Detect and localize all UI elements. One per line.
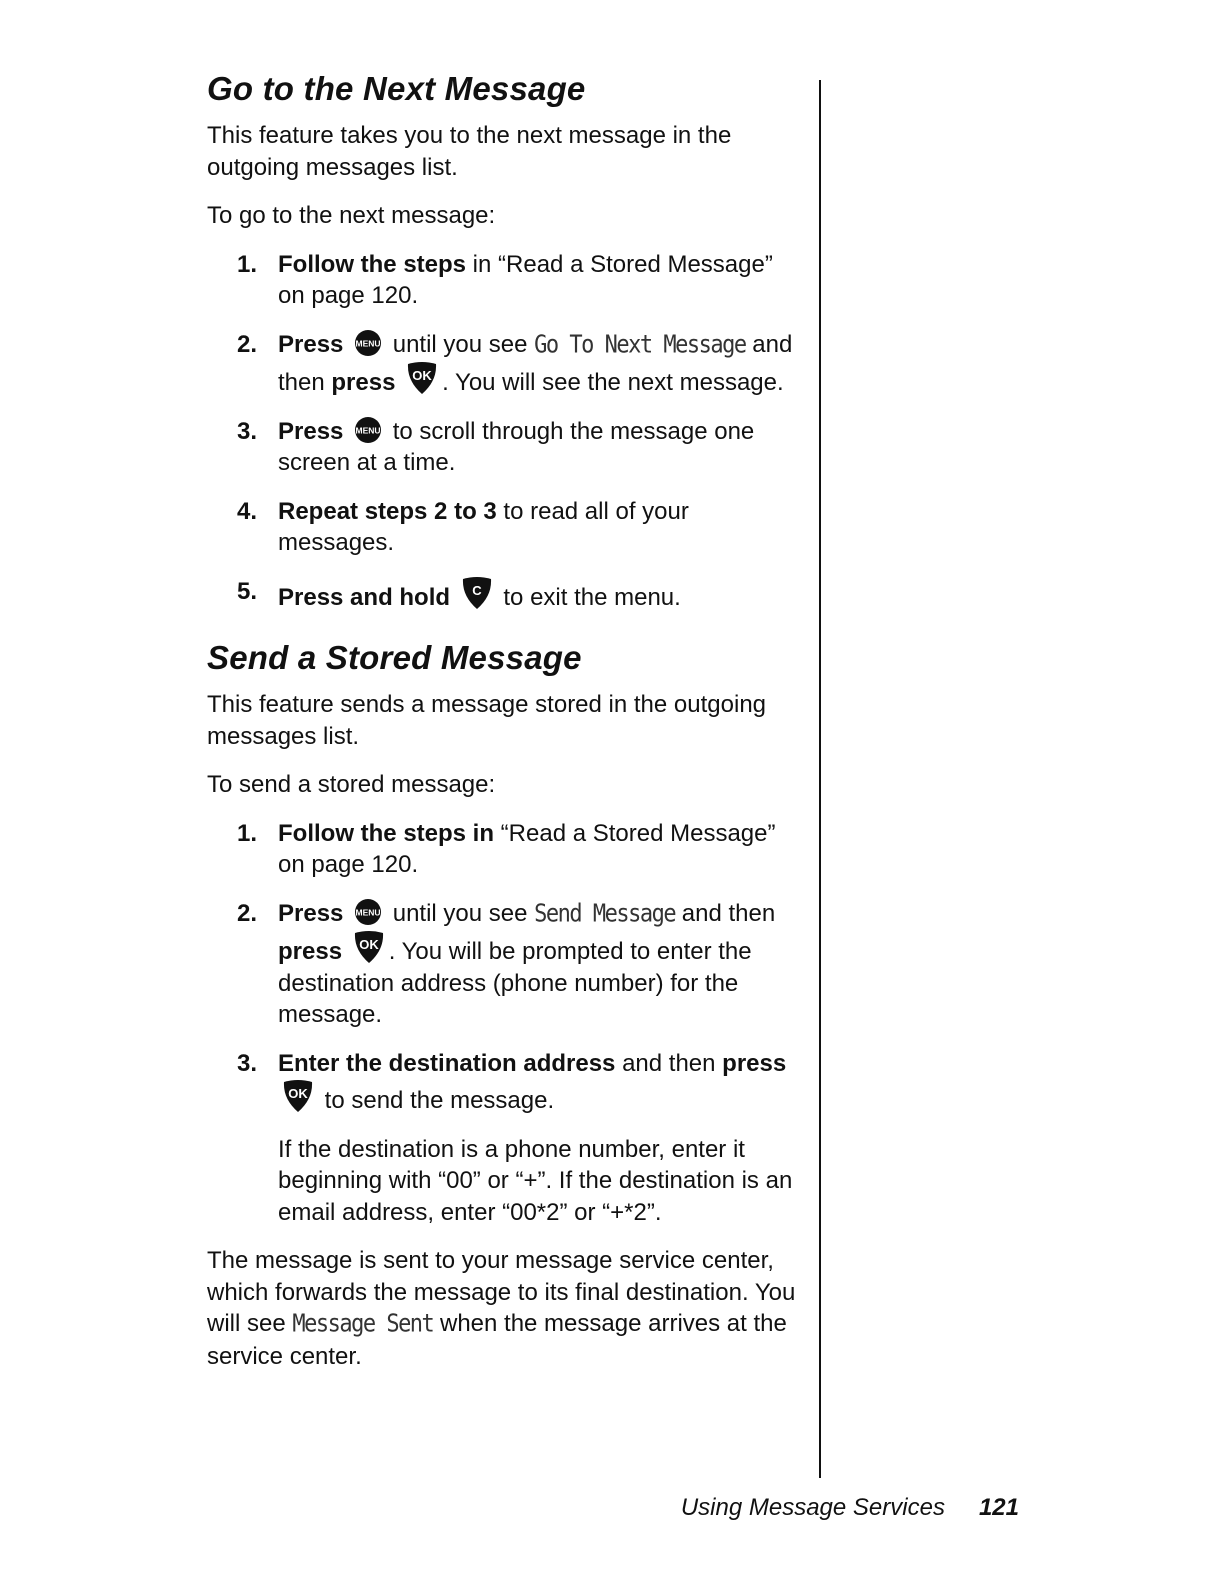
step-number: 1. xyxy=(237,819,258,847)
footer-section-title: Using Message Services xyxy=(680,1494,945,1521)
vertical-rule xyxy=(819,80,821,1478)
step-bold: Follow the steps in xyxy=(278,819,495,847)
intro-go-to-next: This feature takes you to the next message in the outgoing messages list. xyxy=(207,122,732,181)
step-bold: Press xyxy=(278,417,344,445)
step-bold: press xyxy=(331,369,396,396)
step-text: until you see xyxy=(386,330,535,358)
step-item xyxy=(207,898,797,1031)
clear-button-label: C xyxy=(472,582,482,598)
step-text: . You will be prompted to enter the destination address (phone number) for the message. xyxy=(278,938,752,1028)
step-text: to send the message. xyxy=(318,1087,555,1114)
step-text: to scroll through the message one screen at a time. xyxy=(278,417,755,476)
ok-button-label: OK xyxy=(358,937,379,952)
step-item xyxy=(207,576,797,614)
lead-send-stored: To send a stored message: xyxy=(207,771,496,798)
step-text: and then xyxy=(675,899,776,927)
step-text: and then xyxy=(615,1049,723,1077)
closing-paragraph xyxy=(207,1245,797,1372)
step-item xyxy=(207,329,797,399)
step-bold: press xyxy=(278,938,343,965)
intro-send-stored: This feature sends a message stored in the outgoing messages list. xyxy=(207,691,767,750)
step-item xyxy=(207,818,797,881)
menu-button-icon xyxy=(354,329,382,357)
step-number: 3. xyxy=(237,1049,258,1077)
step-bold: Press xyxy=(278,330,344,358)
lcd-display-text: Message Sent xyxy=(292,1310,434,1339)
step-note: If the destination is a phone number, enter it beginning with “00” or “+”. If the destination is an email address, enter “00*2” or “+*2”. xyxy=(278,1135,793,1226)
step-text: to exit the menu. xyxy=(496,583,681,611)
closing-text: when the message arrives at the service center. xyxy=(207,1310,787,1370)
clear-button-icon xyxy=(461,576,493,610)
ok-button-label: OK xyxy=(412,368,432,383)
step-number: 4. xyxy=(237,497,258,525)
step-number: 5. xyxy=(237,577,258,605)
heading-go-to-next-message: Go to the Next Message xyxy=(207,70,586,107)
step-number: 2. xyxy=(237,899,258,927)
step-text: “Read a Stored Message” on page 120. xyxy=(278,819,776,878)
step-text: in “Read a Stored Message” on page 120. xyxy=(278,250,773,309)
ok-button-icon xyxy=(406,361,438,395)
heading-send-stored-message: Send a Stored Message xyxy=(207,639,582,676)
steps-send-stored xyxy=(207,818,797,1229)
page-number: 121 xyxy=(978,1494,1019,1521)
step-bold: press xyxy=(722,1049,787,1077)
menu-button-label: MENU xyxy=(355,425,381,435)
menu-button-icon xyxy=(354,898,382,926)
lcd-display-text: Send Message xyxy=(534,899,676,928)
ok-button-label: OK xyxy=(288,1086,308,1101)
step-bold: Repeat steps 2 to 3 xyxy=(278,497,497,525)
step-bold: Press xyxy=(278,899,344,927)
step-text: to read all of your messages. xyxy=(278,497,689,556)
step-item xyxy=(207,416,797,479)
content-column xyxy=(207,66,797,1372)
step-item xyxy=(207,249,797,312)
step-item xyxy=(207,496,797,559)
step-item xyxy=(207,1048,797,1229)
lead-go-to-next: To go to the next message: xyxy=(207,202,496,229)
steps-go-to-next xyxy=(207,249,797,614)
step-text: until you see xyxy=(386,899,535,927)
menu-button-label: MENU xyxy=(355,907,381,917)
menu-button-label: MENU xyxy=(355,338,381,348)
step-bold: Press and hold xyxy=(278,583,451,611)
step-text: . You will see the next message. xyxy=(442,369,784,396)
lcd-display-text: Go To Next Message xyxy=(534,330,746,359)
menu-button-icon xyxy=(354,416,382,444)
step-bold: Enter the destination address xyxy=(278,1049,616,1077)
page-footer xyxy=(681,1494,1019,1522)
step-bold: Follow the steps xyxy=(278,250,467,278)
step-number: 2. xyxy=(237,330,258,358)
ok-button-icon xyxy=(353,930,385,964)
closing-text: The message is sent to your message service center, which forwards the message to its final destination. You will see xyxy=(207,1247,796,1337)
step-number: 3. xyxy=(237,417,258,445)
step-number: 1. xyxy=(237,250,258,278)
ok-button-icon xyxy=(282,1079,314,1113)
step-text: and then xyxy=(278,330,793,396)
